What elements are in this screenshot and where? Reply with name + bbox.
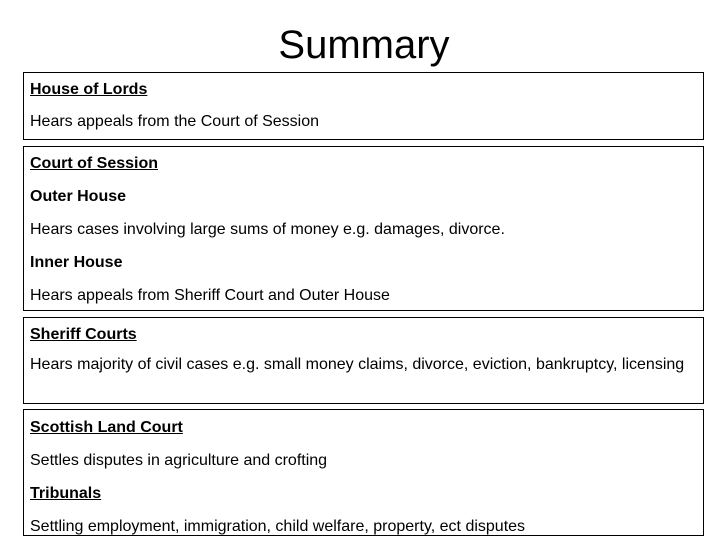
inner-house-text: Hears appeals from Sheriff Court and Outer House [30, 287, 390, 304]
scottish-land-court-box [23, 409, 704, 536]
court-of-session-heading: Court of Session [30, 155, 159, 172]
outer-house-subheading: Outer House [30, 188, 127, 205]
tribunals-heading: Tribunals [30, 485, 102, 502]
scottish-land-court-heading: Scottish Land Court [30, 419, 183, 436]
scottish-land-court-text: Settles disputes in agriculture and crofting [30, 452, 328, 469]
house-of-lords-heading: House of Lords [30, 81, 148, 98]
page-title: Summary [278, 23, 450, 67]
court-of-session-box [23, 146, 704, 311]
house-of-lords-text: Hears appeals from the Court of Session [30, 113, 320, 130]
outer-house-text: Hears cases involving large sums of money e.g. damages, divorce. [30, 221, 505, 238]
tribunals-text: Settling employment, immigration, child welfare, property, ect disputes [30, 518, 526, 535]
inner-house-subheading: Inner House [30, 254, 123, 271]
sheriff-courts-text: Hears majority of civil cases e.g. small money claims, divorce, eviction, bankruptcy, licensing [30, 356, 685, 373]
sheriff-courts-heading: Sheriff Courts [30, 326, 137, 343]
sheriff-courts-box [23, 317, 704, 404]
house-of-lords-box [23, 72, 704, 140]
